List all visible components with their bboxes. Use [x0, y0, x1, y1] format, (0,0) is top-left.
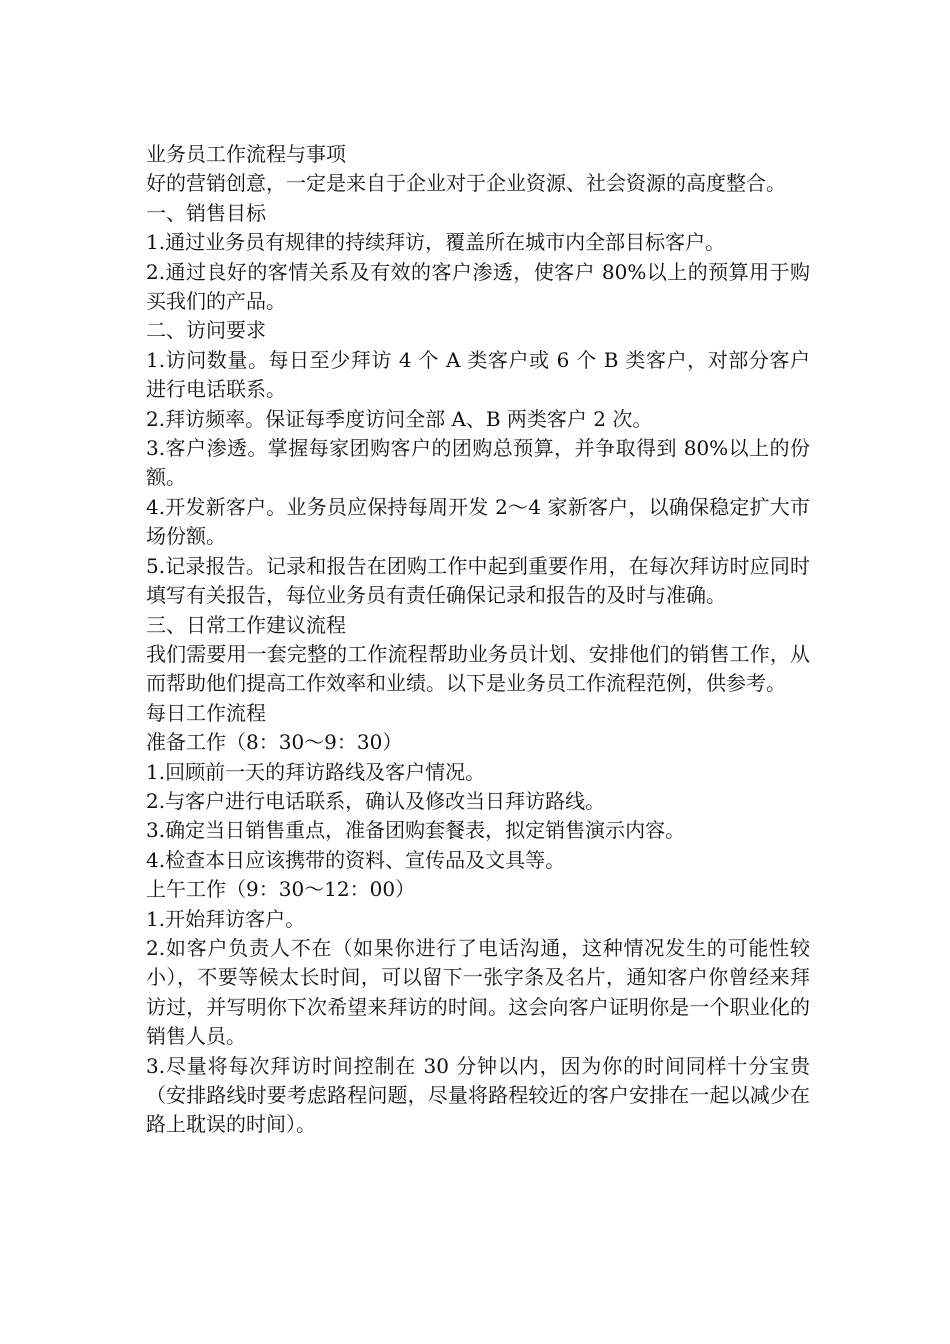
paragraph-item: 2.与客户进行电话联系，确认及修改当日拜访路线。 — [146, 788, 606, 813]
paragraph-item: 1.开始拜访客户。 — [146, 906, 306, 931]
section-heading-visit-requirements: 二、访问要求 — [146, 318, 266, 343]
paragraph-item: 1.回顾前一天的拜访路线及客户情况。 — [146, 759, 486, 784]
paragraph-item: 3.尽量将每次拜访时间控制在 30 分钟以内，因为你的时间同样十分宝贵（安排路线时要考虑路程问题，尽量将路程较近的客户安排在一起以减少在路上耽误的时间）。 — [146, 1053, 810, 1137]
subheading-morning: 上午工作（9：30～12：00） — [146, 877, 416, 902]
paragraph-item: 3.确定当日销售重点，准备团购套餐表，拟定销售演示内容。 — [146, 818, 686, 843]
paragraph-item: 1.访问数量。每日至少拜访 4 个 A 类客户或 6 个 B 类客户，对部分客户进行电话联系。 — [146, 347, 810, 402]
section-heading-sales-goal: 一、销售目标 — [146, 200, 266, 225]
paragraph-item: 1.通过业务员有规律的持续拜访，覆盖所在城市内全部目标客户。 — [146, 230, 726, 255]
subheading-preparation: 准备工作（8：30～9：30） — [146, 730, 403, 755]
document-body — [146, 140, 810, 1140]
paragraph-item: 2.通过良好的客情关系及有效的客户渗透，使客户 80%以上的预算用于购买我们的产品。 — [146, 259, 810, 314]
document-title: 业务员工作流程与事项 — [146, 142, 346, 166]
paragraph-item: 我们需要用一套完整的工作流程帮助业务员计划、安排他们的销售工作，从而帮助他们提高工作效率和业绩。以下是业务员工作流程范例，供参考。 — [146, 641, 810, 696]
section-heading-daily-workflow: 三、日常工作建议流程 — [146, 612, 346, 637]
paragraph-item: 2.如客户负责人不在（如果你进行了电话沟通，这种情况发生的可能性较小），不要等候太长时间，可以留下一张字条及名片，通知客户你曾经来拜访过，并写明你下次希望来拜访的时间。这会向客户证明你是一个职业化的销售人员。 — [146, 935, 810, 1049]
subheading-daily-flow: 每日工作流程 — [146, 700, 266, 725]
paragraph-item: 2.拜访频率。保证每季度访问全部 A、B 两类客户 2 次。 — [146, 406, 653, 431]
paragraph-item: 4.开发新客户。业务员应保持每周开发 2～4 家新客户，以确保稳定扩大市场份额。 — [146, 494, 810, 549]
paragraph-item: 5.记录报告。记录和报告在团购工作中起到重要作用，在每次拜访时应同时填写有关报告，每位业务员有责任确保记录和报告的及时与准确。 — [146, 553, 810, 608]
paragraph-intro: 好的营销创意，一定是来自于企业对于企业资源、社会资源的高度整合。 — [146, 171, 786, 196]
paragraph-item: 4.检查本日应该携带的资料、宣传品及文具等。 — [146, 847, 566, 872]
paragraph-item: 3.客户渗透。掌握每家团购客户的团购总预算，并争取得到 80%以上的份额。 — [146, 436, 810, 490]
